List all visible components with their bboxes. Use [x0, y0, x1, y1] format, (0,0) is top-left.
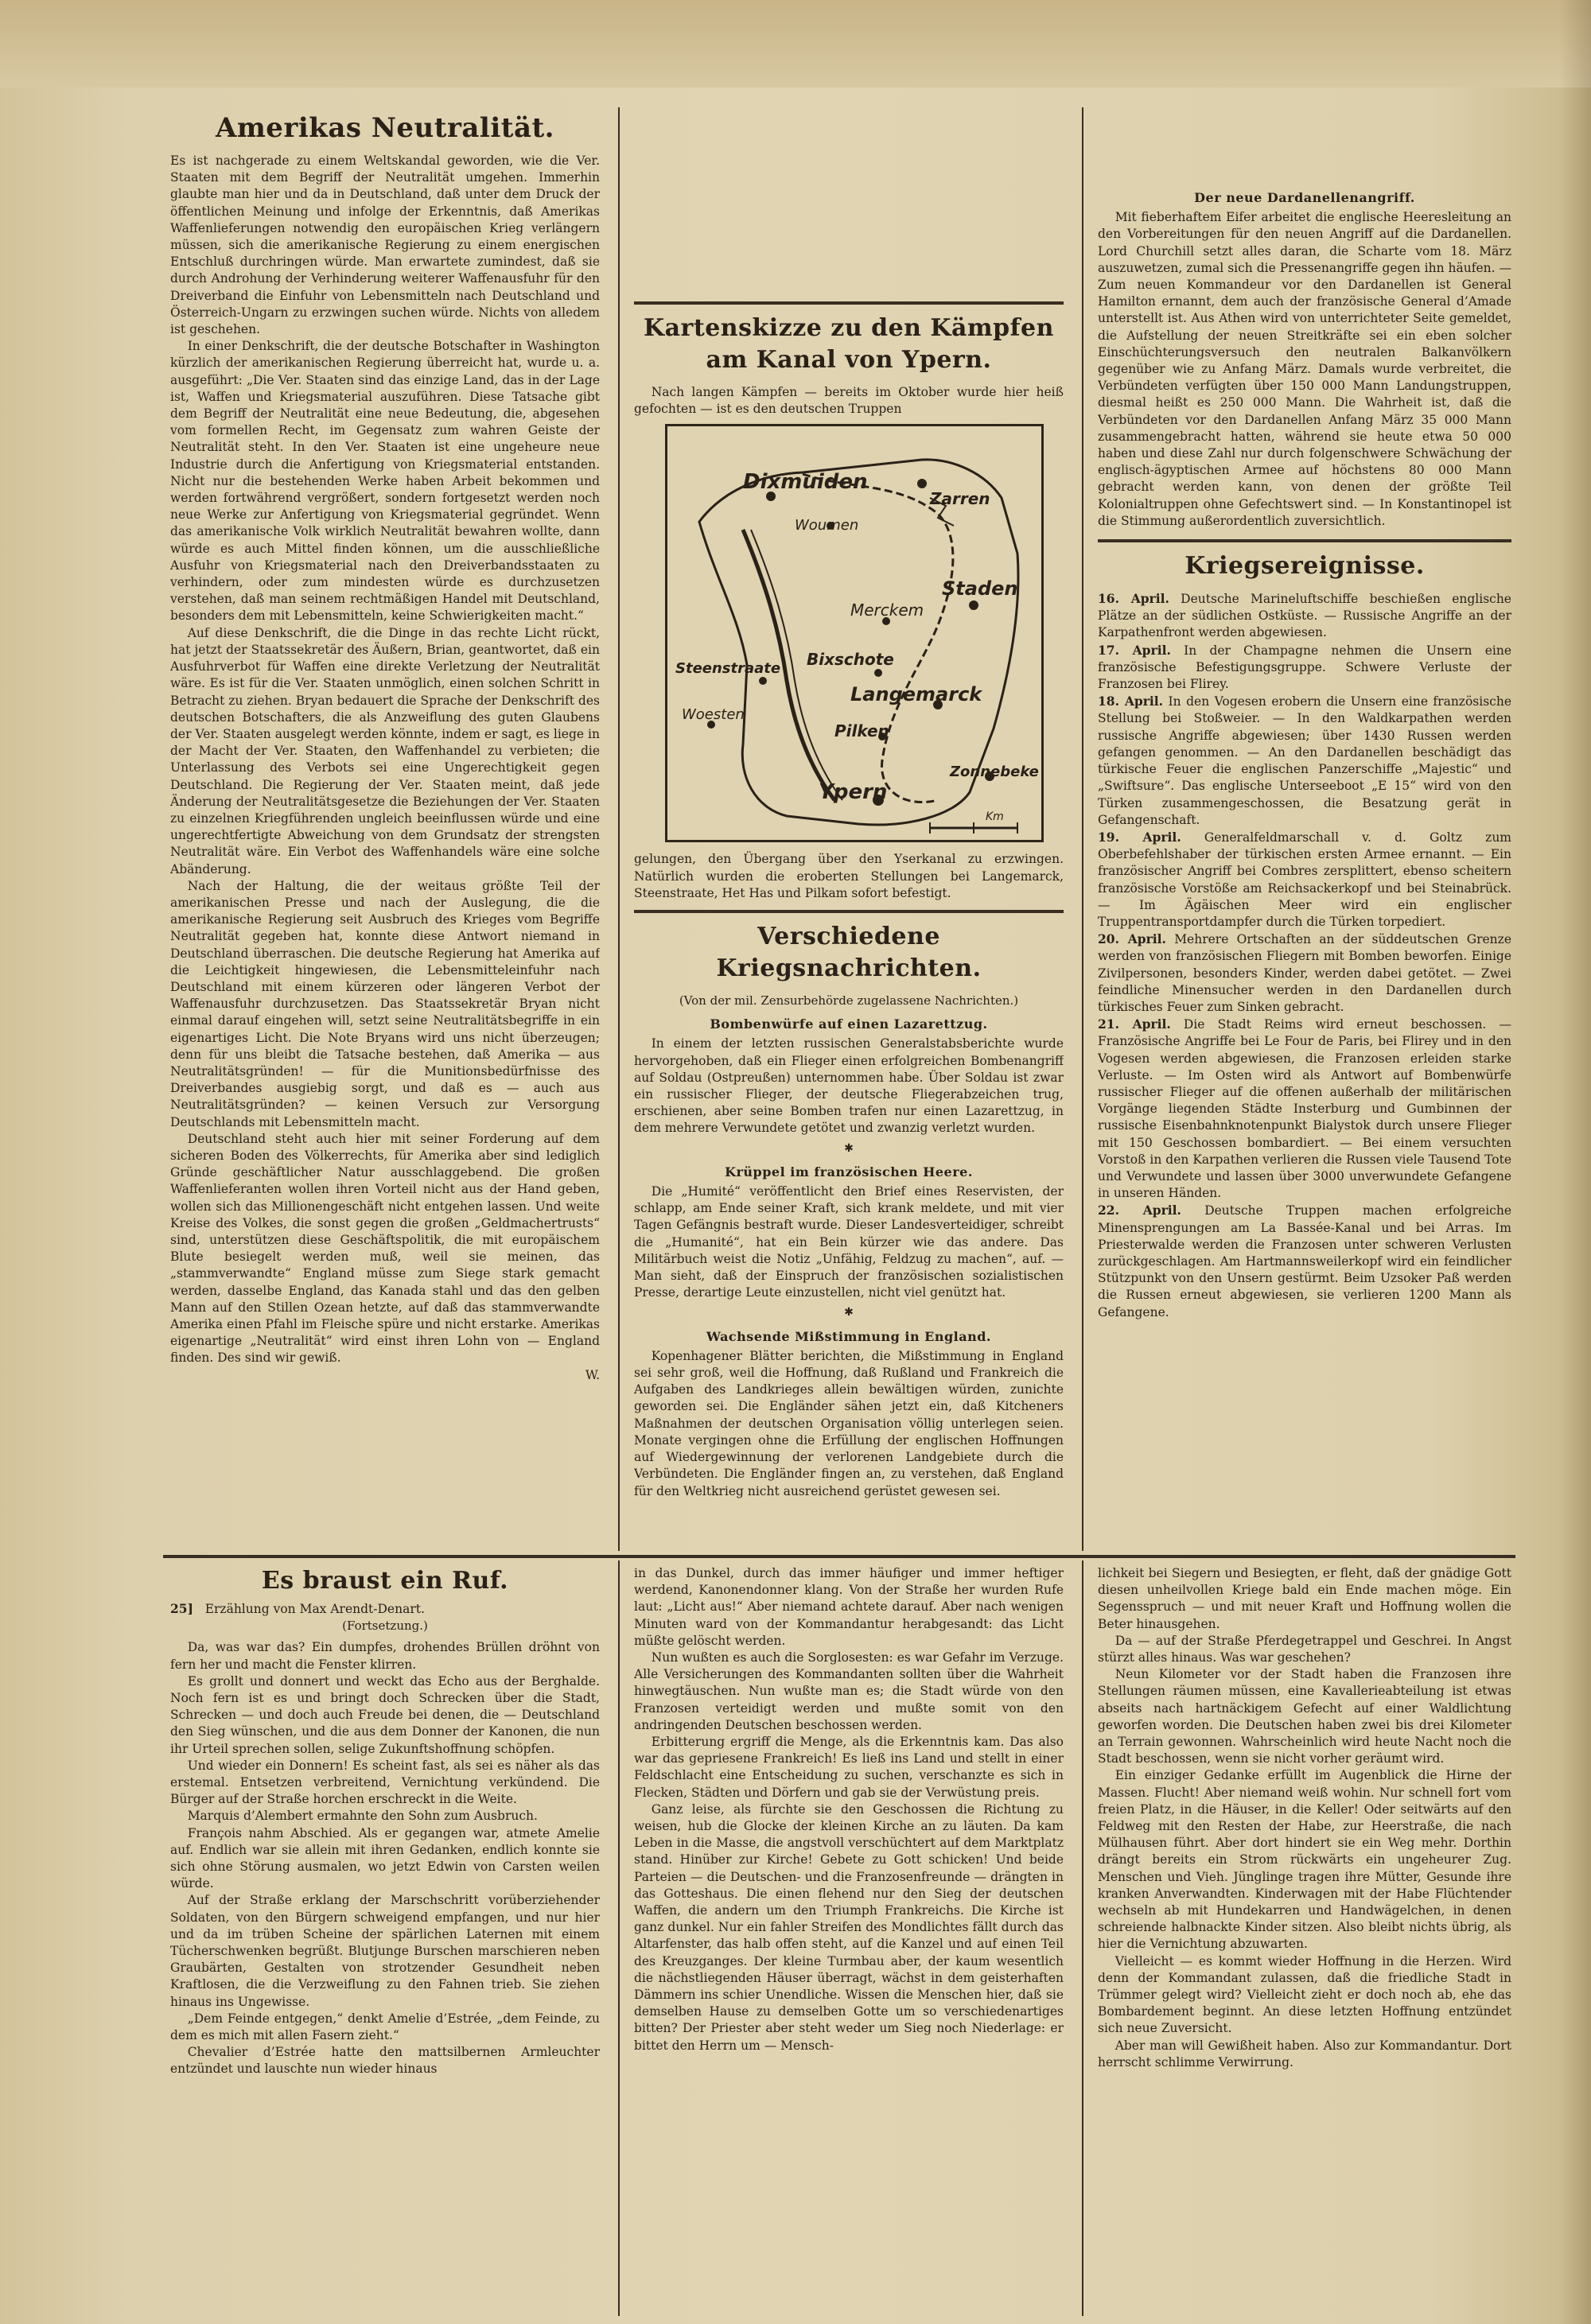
event-text: In den Vogesen erobern die Unsern eine französische Stellung bei Stoßweier. — In den Waldkarpathen werden russische Angriffe abgewiesen; über 1430 Russen werden gefangen genommen. — An den Dardanellen beschädigt das türkische Feuer die englischen Panzerschiffe „Majestic“ und „Swiftsure“. Das englische Unterseeboot „E 15“ wird von den Türken zusammengeschossen, die Besatzung gerät in Gefangenschaft. — [1098, 694, 1511, 827]
map-label: Pilken — [834, 721, 889, 740]
map-article-tail: gelungen, den Übergang über den Yserkanal zu erzwingen. Natürlich wurden die eroberten Stellungen bei Langemarck, Steenstraate, Het Has und Pilkam sofort befestigt. — [634, 852, 1064, 900]
serial-paragraph: Aber man will Gewißheit haben. Also zur Kommandantur. Dort herrscht schlimme Verwirrung. — [1098, 2038, 1511, 2069]
serial-continued: (Fortsetzung.) — [342, 1619, 428, 1634]
serial-paragraph: Da — auf der Straße Pferdegetrappel und Geschrei. In Angst stürzt alles hinaus. Was war geschehen? — [1098, 1633, 1511, 1665]
section-rule — [634, 301, 1064, 305]
event-text: Generalfeldmarschall v. d. Goltz zum Oberbefehlshaber der türkischen ersten Armee ernannt. — Ein französischer Angriff bei Combres zersplittert, ebenso scheitern französische Vorstöße am Reichsackerkopf und bei Steinabrück. — Im Ägäischen Meer wird ein englischer Truppentransportdampfer durch die Türken torpediert. — [1098, 830, 1511, 929]
separator-star-icon: ✱ — [844, 1141, 854, 1155]
map-label: Dixmuiden — [743, 470, 868, 494]
map-label: Zonnebeke — [950, 764, 1039, 780]
event-date: 20. April. — [1098, 931, 1166, 947]
map-article-title: Kartenskizze zu den Kämpfen am Kanal von Ypern. — [644, 314, 1054, 374]
page-edge-shadow — [1559, 0, 1591, 2324]
serial-title: Es braust ein Ruf. — [261, 1567, 509, 1595]
serial-byline-row — [170, 1600, 600, 1618]
event-entry — [1098, 829, 1511, 931]
kriegsnachrichten-subtitle: (Von der mil. Zensurbehörde zugelassene Nachrichten.) — [679, 993, 1019, 1008]
serial-col2 — [634, 1565, 1064, 2317]
page-header-strip — [0, 0, 1591, 87]
right-column — [1098, 111, 1511, 1551]
serial-paragraph: Marquis d’Alembert ermahnte den Sohn zum Ausbruch. — [187, 1809, 538, 1824]
separator-star-icon: ✱ — [844, 1306, 854, 1319]
kriegsereignisse-title: Kriegsereignisse. — [1184, 552, 1425, 581]
map-label: Merckem — [850, 600, 924, 620]
serial-paragraph: Neun Kilometer vor der Stadt haben die Franzosen ihre Stellungen räumen müssen, eine Kavallerieabteilung ist etwas abseits nach hartnäckigem Gefecht auf einer Waldlichtung geworfen worden. Die Deutschen haben zwei bis drei Kilometer an Terrain gewonnen. Wahrscheinlich wird heute Nacht noch die Stadt beschossen, wenn sie nicht vorher geräumt wird. — [1098, 1667, 1511, 1766]
event-date: 21. April. — [1098, 1016, 1171, 1032]
event-entry — [1098, 1202, 1511, 1320]
map-article-lead: Nach langen Kämpfen — bereits im Oktober wurde hier heiß gefochten — ist es den deutschen Truppen — [634, 385, 1064, 417]
event-text: Mehrere Ortschaften an der süddeutschen Grenze werden von französischen Fliegern mit Bomben beworfen. Einige Zivilpersonen, besonders Kinder, werden dabei getötet. — Zwei feindliche Minensucher werden in den Dardanellen durch türkisches Feuer zum Sinken gebracht. — [1098, 932, 1511, 1014]
map-label: Bixschote — [807, 650, 894, 669]
news-item-text: In einem der letzten russischen Generalstabsberichte wurde hervorgehoben, daß ein Flieger einen erfolgreichen Bombenangriff auf Soldau (Ostpreußen) unternommen habe. Über Soldau ist zwar ein russischer Flieger, der deutsche Fliegerabzeichen trug, erschienen, aber seine Bomben trafen nur einen Lazarettzug, in dem mehrere Verwundete getötet und zwanzig verletzt wurden. — [634, 1036, 1064, 1136]
map-label: Ypern — [819, 780, 888, 804]
event-entry — [1098, 931, 1511, 1016]
column-rule — [1082, 1560, 1083, 2316]
column-rule — [618, 1560, 620, 2316]
event-date: 22. April. — [1098, 1203, 1181, 1218]
event-text: Deutsche Marineluftschiffe beschießen englische Plätze an der südlichen Ostküste. — Russische Angriffe an der Karpathenfront werden abgewiesen. — [1098, 592, 1511, 640]
news-item-text: Kopenhagener Blätter berichten, die Mißstimmung in England sei sehr groß, weil die Hoffnung, daß Rußland und Frankreich die Aufgaben des Landkrieges allein bewältigen würden, zunichte geworden sei. Die Engländer sähen jetzt ein, daß Kitcheners Maßnahmen der deutschen Organisation völlig unterlegen seien. Monate vergingen ohne die Erfüllung der englischen Hoffnungen auf Wiedergewinnung der verlorenen Landgebiete durch die Verbündeten. Die Engländer fingen an, zu verstehen, daß England für den Weltkrieg nicht ausreichend gerüstet gewesen sei. — [634, 1348, 1064, 1498]
event-entry — [1098, 642, 1511, 694]
serial-paragraph: Da, was war das? Ein dumpfes, drohendes Brüllen dröhnt von fern her und macht die Fenster klirren. — [170, 1640, 600, 1672]
map-sketch — [667, 426, 1041, 840]
serial-col3 — [1098, 1565, 1511, 2317]
map-label: Langemarck — [850, 683, 982, 705]
serial-paragraph: Nun wußten es auch die Sorglosesten: es war Gefahr im Verzuge. Alle Versicherungen des Kommandanten sollten über die Wahrheit hinwegtäuschen. Nun wußte man es; die Stadt würde von den Franzosen verteidigt werden und mußte somit von den andringenden Deutschen beschossen werden. — [634, 1650, 1064, 1732]
kriegsnachrichten-title: Verschiedene Kriegsnachrichten. — [716, 923, 982, 983]
article-neutralitaet-paragraph: Auf diese Denkschrift, die die Dinge in das rechte Licht rückt, hat jetzt der Staatssekretär des Äußern, Brian, geantwortet, daß ein Ausfuhrverbot für Waffen eine direkte Verletzung der Neutralität wäre. Es ist für die Ver. Staaten unmöglich, einen solchen Schritt in Betracht zu ziehen. Bryan bedauert die Sprache der Denkschrift des deutschen Botschafters, die als Anzweiflung des guten Glaubens der Ver. Staaten ausgelegt werden könnte, indem er sagt, es liege in der Macht der Ver. Staaten, den Waffenhandel zu verbieten; die Unterlassung des Verbots sei eine Ungerechtigkeit gegen Deutschland. Die Regierung der Ver. Staaten meint, daß jede Änderung der Neutralitätsgesetze die Beziehungen der Ver. Staaten zu einzelnen Kriegführenden ungleich beeinflussen würde und eine ungerechtfertigte Abweichung von dem Grundsatz der strengsten Neutralität wäre. Ein Verbot des Waffenhandels wäre eine solche Abänderung. — [170, 625, 600, 876]
news-item-text: Die „Humité“ veröffentlicht den Brief eines Reservisten, der schlapp, am Ende seiner Kraft, sich krank meldete, und mit vier Tagen Gefängnis bestraft wurde. Dieser Landesverteidiger, schreibt die „Humanité“, hat ein Bein kürzer wie das andere. Das Militärbuch weist die Notiz „Unfähig, Feldzug zu machen“, auf. — Man sieht, daß der Einspruch der französischen sozialistischen Presse, derartige Leute einzustellen, nicht viel genützt hat. — [634, 1184, 1064, 1300]
column-continuation-spacer — [1098, 111, 1511, 183]
serial-paragraph: Vielleicht — es kommt wieder Hoffnung in die Herzen. Wird denn der Kommandant zulassen, daß die friedliche Stadt in Trümmer gelegt wird? Vielleicht zieht er doch noch ab, ehe das Bombardement beginnt. An diese letzten Hoffnung entzündet sich neue Zuversicht. — [1098, 1953, 1511, 2036]
serial-paragraph: Ganz leise, als fürchte sie den Geschossen die Richtung zu weisen, hub die Glocke der kleinen Kirche an zu läuten. Da kam Leben in die Masse, die angstvoll verschüchtert auf dem Marktplatz stand. Hinüber zur Kirche! Gebete zu Gott schicken! Und beide Parteien — die Deutschen- und die Franzosenfreunde — drängten in das Gotteshaus. Die einen flehend nur den Sieg der deutschen Waffen, die andern um den Triumph Frankreichs. Die Kirche ist ganz dunkel. Nur ein fahler Streifen des Mondlichtes fällt durch das Altarfenster, das halb offen steht, auf die Kanzel und auf einen Teil des Kreuzganges. Der kleine Turmbau aber, der kaum wesentlich die nächstliegenden Häuser überragt, wächst in dem geisterhaften Dämmern ins schier Unendliche. Wissen die Menschen hier, daß sie demselben Hause zu demselben Gotte um so verschiedenartiges bitten? Der Priester aber steht weder um Sieg noch Niederlage: er bittet den Herrn um — Mensch- — [634, 1801, 1064, 2053]
article-neutralitaet-title: Amerikas Neutralität. — [215, 112, 555, 144]
article-neutralitaet-col1 — [170, 111, 600, 1543]
feuilleton-divider — [163, 1555, 1515, 1558]
map-ypern-canal — [665, 424, 1044, 842]
serial-paragraph: Chevalier d’Estrée hatte den mattsilbernen Armleuchter entzündet und lauschte nun wieder hinaus — [170, 2045, 600, 2077]
news-item-heading: Wachsende Mißstimmung in England. — [706, 1328, 991, 1344]
serial-paragraph: Es grollt und donnert und weckt das Echo aus der Berghalde. Noch fern ist es und bringt doch Schrecken über die Stadt, Schrecken — und doch auch Freude bei denen, die — Deutschland den Sieg wünschen, und die aus dem Donner der Kanonen, die nun ihr Urteil sprechen sollen, selige Zukunftshoffnung schöpfen. — [170, 1673, 600, 1756]
column-continuation-spacer — [634, 111, 1064, 298]
article-neutralitaet-paragraph: Deutschland steht auch hier mit seiner Forderung auf dem sicheren Boden des Völkerrechts, für Amerika aber sind lediglich Gründe geschäftlicher Natur ausschlaggebend. Die großen Waffenlieferanten wollen ihren Vorteil nicht aus der Hand geben, wollen sich das Millionengeschäft nicht entgehen lassen. Und weite Kreise des Volkes, die sonst gegen die großen „Geldmachertrusts“ sind, unterstützen diese Geschäftspolitik, die mit europäischem Blute besiegelt werden muß, weil sie meinen, das „stammverwandte“ England müsse zum Siege stark gemacht werden, dasselbe England, das Kanada stahl und das den gelben Mann auf den Stillen Ozean hetzte, auf daß das stammverwandte Amerika einen Pfahl im Fleische spüre und nicht erstarke. Amerikas eigenartige „Neutralität“ wird einst ihren Lohn von — England finden. Des sind wir gewiß. — [170, 1131, 600, 1366]
event-text: Deutsche Truppen machen erfolgreiche Minensprengungen am La Bassée-Kanal und bei Arras. Im Priesterwalde werden die Franzosen unter schweren Verlusten zurückgeschlagen. Am Hartmannsweilerkopf wird ein feindlicher Stützpunkt von den Unsern gestürmt. Beim Uzsoker Paß werden die Russen erneut abgewiesen, sie verlieren 1200 Mann als Gefangene. — [1098, 1203, 1511, 1319]
event-entry — [1098, 1016, 1511, 1202]
article-neutralitaet-paragraph: Nach der Haltung, die der weitaus größte Teil der amerikanischen Presse und nach der Auslegung, die die amerikanische Regierung seit Ausbruch des Krieges vom Begriffe Neutralität gegeben hat, konnte diese Antwort niemand in Deutschland überraschen. Die deutsche Regierung hat Amerika auf die Leichtigkeit hingewiesen, die Lebensmitteleinfuhr nach Deutschland mit einem kürzeren oder längeren Verbot der Waffenausfuhr durchzusetzen. Das Staatssekretär Bryan nicht einmal darauf eingehen will, setzt seine Neutralitätsbegriffe in ein eigenartiges Licht. Die Note Bryans wird uns nicht überzeugen; denn für uns bleibt die Tatsache bestehen, daß Amerika — aus Neutralitätsgründen! — für die Munitionsbedürfnisse des Dreiverbandes ausgiebig sorgt, und daß es — auch aus Neutralitätsgründen? — keinen Versuch zur Versorgung Deutschlands mit Lebensmitteln macht. — [170, 878, 600, 1129]
column-rule — [618, 107, 620, 1551]
map-label: Woesten — [682, 706, 745, 723]
article-neutralitaet-paragraph: Es ist nachgerade zu einem Weltskandal geworden, wie die Ver. Staaten mit dem Begriff der Neutralität umgehen. Immerhin glaubte man hier und da in Deutschland, daß unter dem Druck der öffentlichen Meinung und infolge der Erkenntnis, daß Amerikas Waffenlieferungen notwendig den europäischen Krieg verlängern müssen, sich die amerikanische Regierung zu einem energischen Entschluß durchringen würde. Man erwartete zumindest, daß sie durch Androhung der Verhinderung weiterer Waffenausfuhr für den Dreiverband die Einfuhr von Lebensmitteln nach Deutschland und Österreich-Ungarn zu erzwingen suchen würde. Nichts von alledem ist geschehen. — [170, 154, 600, 337]
serial-paragraph: in das Dunkel, durch das immer häufiger und immer heftiger werdend, Kanonendonner klang. Von der Straße her wurden Rufe laut: „Licht aus!“ Aber niemand achtete darauf. Aber nach wenigen Minuten ward von der Kommandantur herabgesandt: das Licht müßte gelöscht werden. — [634, 1566, 1064, 1648]
map-label: Zarren — [930, 489, 990, 508]
dardanellen-text: Mit fieberhaftem Eifer arbeitet die englische Heeresleitung an den Vorbereitungen für den neuen Angriff auf die Dardanellen. Lord Churchill setzt alles daran, die Scharte vom 18. März auszuwetzen, zumal sich die Pressenangriffe gegen ihn häufen. — Zum neuen Kommandeur vor den Dardanellen ist General Hamilton ernannt, dem auch der französische General d’Amade unterstellt ist. Aus Athen wird von unterrichteter Seite gemeldet, die Aufstellung der neuen Streitkräfte sei ein eben solcher Einschüchterungsversuch den neutralen Balkanvölkern gegenüber wie zu Anfang März. Damals wurde verbreitet, die Verbündeten verfügten über 150 000 Mann Landungstruppen, diesmal heißt es 250 000 Mann. Die Wahrheit ist, daß die Verbündeten vor den Dardanellen Anfang März 35 000 Mann zusammengebracht hatten, während sie heute etwa 50 000 haben und diese Zahl nur durch folgenschwere Schwächung der englisch-ägyptischen Armee auf höchstens 80 000 Mann gebracht werden kann, von denen der größte Teil Kolonialtruppen ohne Gefechtswert sind. — In Konstantinopel ist die Stimmung außerordentlich zuversichtlich. — [1098, 210, 1511, 528]
section-rule — [634, 910, 1064, 913]
serial-number: 25] — [170, 1601, 193, 1616]
event-date: 17. April. — [1098, 642, 1171, 658]
event-date: 18. April. — [1098, 694, 1164, 709]
news-item-heading: Bombenwürfe auf einen Lazarettzug. — [710, 1016, 988, 1032]
serial-paragraph: Erbitterung ergriff die Menge, als die Erkenntnis kam. Das also war das gepriesene Frankreich! Es ließ ins Land und stellt in einer Feldschlacht eine Entscheidung zu suchen, verschanzte es sich in Flecken, Städten und Dörfern und gab sie der Verwüstung preis. — [634, 1735, 1064, 1800]
event-entry — [1098, 590, 1511, 642]
map-label: Staden — [942, 577, 1018, 600]
serial-paragraph: „Dem Feinde entgegen,“ denkt Amelie d’Estrée, „dem Feinde, zu dem es mich mit allen Fasern zieht.“ — [170, 2011, 600, 2043]
serial-paragraph: Und wieder ein Donnern! Es scheint fast, als sei es näher als das erstemal. Entsetzen verbreitend, Vernichtung verkündend. Die Bürger auf der Straße horchen erschreckt in die Weite. — [170, 1758, 600, 1807]
map-label: Woumen — [795, 517, 859, 534]
dardanellen-heading: Der neue Dardanellenangriff. — [1194, 190, 1415, 205]
news-item-heading: Krüppel im französischen Heere. — [725, 1164, 973, 1179]
serial-paragraph: Ein einziger Gedanke erfüllt im Augenblick die Hirne der Massen. Flucht! Aber niemand weiß wohin. Nur schnell fort vom freien Platz, in die Häuser, in die Keller! Oder seitwärts auf den Feldweg mit den Resten der Habe, zur Heerstraße, die nach Mülhausen führt. Aber dort hindert sie ein Weg mehr. Dorthin drängt bereits ein Strom rückwärts ein ungeheurer Zug. Menschen und Vieh. Jünglinge tragen ihre Mütter, Gesunde ihre kranken Anverwandten. Kinderwagen mit der Habe Flüchtender wechseln ab mit Hundekarren und Handwägelchen, in denen schreiende halbnackte Kinder sitzen. Also bleibt nichts übrig, als hier die Vernichtung abzuwarten. — [1098, 1768, 1511, 1952]
section-rule — [1098, 539, 1511, 542]
serial-byline: Erzählung von Max Arendt-Denart. — [204, 1602, 425, 1616]
serial-paragraph: lichkeit bei Siegern und Besiegten, er fleht, daß der gnädige Gott diesen unheilvollen Kriege bald ein Ende machen möge. Ein Segensspruch — und mit neuer Kraft und Hoffnung wollen die Beter hinausgehen. — [1098, 1566, 1511, 1631]
serial-col1 — [170, 1565, 600, 2317]
event-date: 19. April. — [1098, 829, 1181, 845]
event-date: 16. April. — [1098, 591, 1169, 607]
event-text: In der Champagne nehmen die Unsern eine französische Befestigungsgruppe. Schwere Verluste der Franzosen bei Flirey. — [1098, 643, 1511, 692]
article-neutralitaet-signature: W. — [585, 1367, 600, 1382]
serial-paragraph: François nahm Abschied. Als er gegangen war, atmete Amelie auf. Endlich war sie allein mit ihren Gedanken, endlich konnte sie sich ohne Störung ausmalen, wo jetzt Edwin von Carsten weilen würde. — [170, 1825, 600, 1891]
event-entry — [1098, 693, 1511, 829]
serial-paragraph: Auf der Straße erklang der Marschschritt vorüberziehender Soldaten, von den Bürgern schweigend empfangen, und nur hier und da im trüben Scheine der spärlichen Laternen mit einem Tücherschwenken begrüßt. Blutjunge Burschen marschieren neben Graubärten, Gestalten von strotzender Gesundheit neben Kraftlosen, die die Verzweiflung zu den Fahnen trieb. Sie ziehen hinaus ins Ungewisse. — [170, 1893, 600, 2009]
event-text: Die Stadt Reims wird erneut beschossen. — Französische Angriffe bei Le Four de Paris, bei Flirey und in den Vogesen werden abgewiesen, die Franzosen erleiden starke Verluste. — Im Osten wird als Antwort auf Bombenwürfe russischer Flieger auf die offenen außerhalb der militärischen Vorgänge liegenden Städte Insterburg und Gumbinnen der russische Eisenbahnknotenpunkt Bialystok durch unsere Flieger mit 150 Geschossen bombardiert. — Bei einem versuchten Vorstoß in den Karpathen verlieren die Russen viele Tausend Tote und Verwundete und lassen über 3000 unverwundete Gefangene in unseren Händen. — [1098, 1017, 1511, 1201]
article-neutralitaet-paragraph: In einer Denkschrift, die der deutsche Botschafter in Washington kürzlich der amerikanischen Regierung überreicht hat, wurde u. a. ausgeführt: „Die Ver. Staaten sind das einzige Land, das in der Lage ist, Waffen und Kriegsmaterial auszuführen. Diese Tatsache gibt dem Begriff der Neutralität eine neue Bedeutung, die, abgesehen vom formellen Recht, im Gegensatz zum wahren Geiste der Neutralität steht. In den Ver. Staaten ist eine ungeheure neue Industrie durch die Anfertigung von Kriegsmaterial entstanden. Nicht nur die bestehenden Werke haben Arbeit bekommen und werden fortwährend vergrößert, sondern fortgesetzt werden noch neue Werke zur Anfertigung von Kriegsmaterial gegründet. Wenn das amerikanische Volk wirklich Neutralität bewahren wollte, dann würde es auch Mittel finden können, um die ausschließliche Ausfuhr von Kriegsmaterial nach den Dreiverbandsstaaten zu verhindern, oder zum mindesten würde es durchzusetzen verstehen, daß man seinem rechtmäßigen Handel mit Deutschland, besonders dem mit Lebensmitteln, keine Schwierigkeiten macht.“ — [170, 339, 600, 624]
map-scale-label: Km — [986, 810, 1004, 823]
column-rule — [1082, 107, 1083, 1551]
map-label: Steenstraate — [675, 660, 781, 677]
